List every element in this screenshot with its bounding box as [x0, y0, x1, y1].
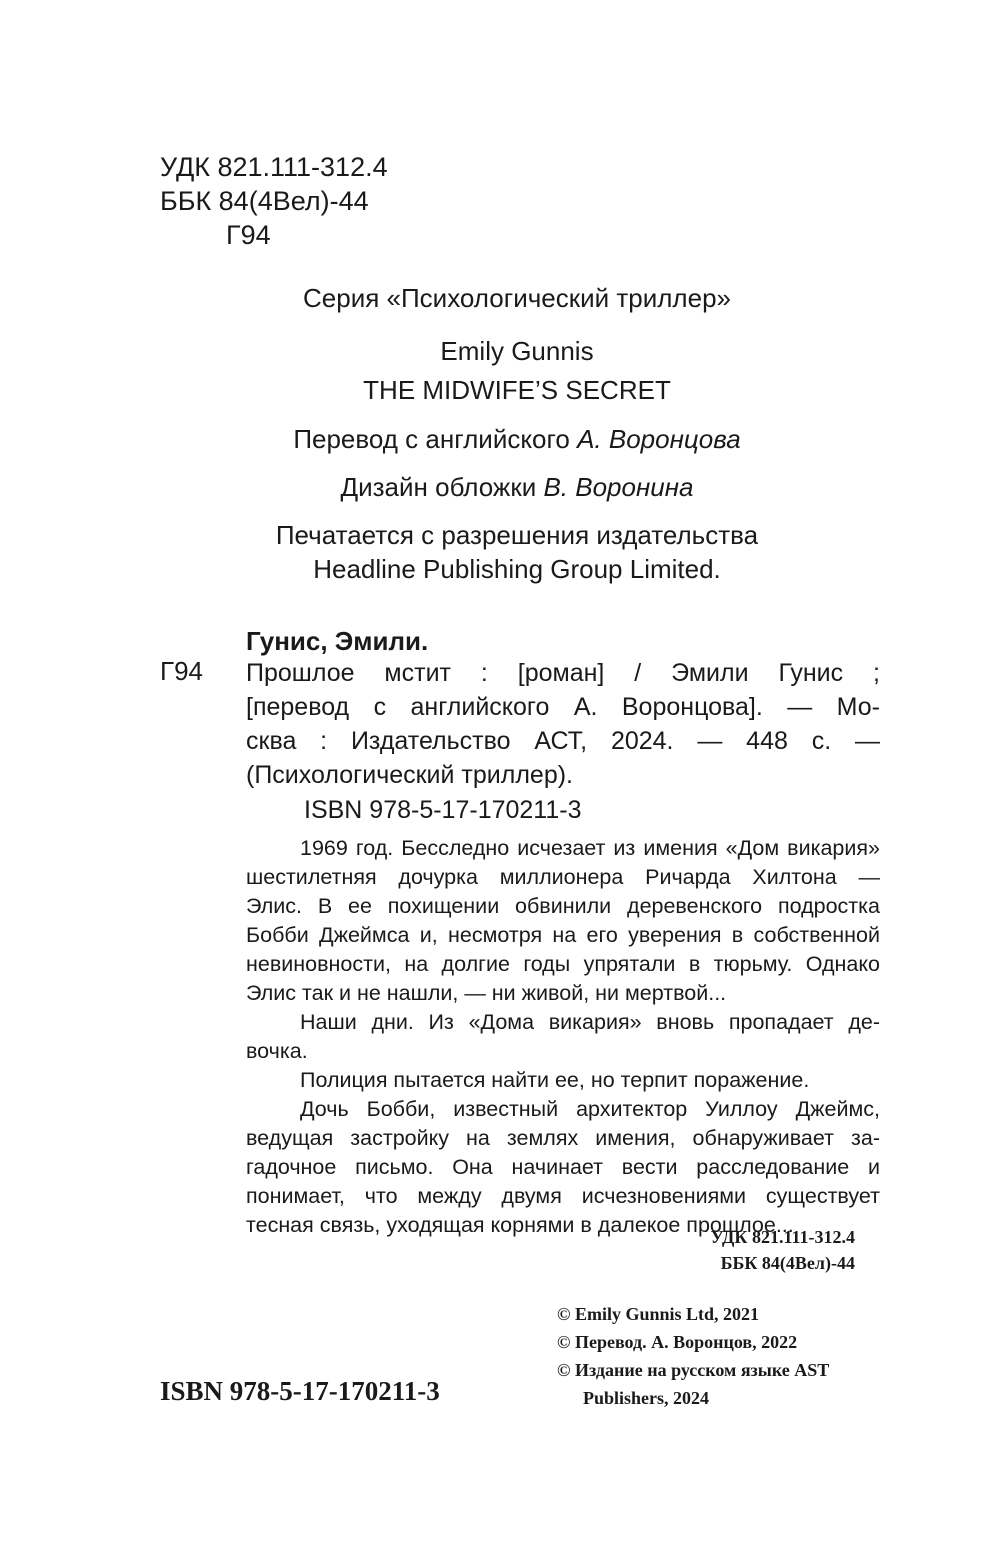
isbn-footer: ISBN 978-5-17-170211-3: [160, 1376, 440, 1406]
copyright-line: © Emily Gunnis Ltd, 2021: [557, 1304, 759, 1324]
bbk-code: ББК 84(4Вел)-44: [160, 186, 369, 216]
annotation-line: невиновности, на долгие годы упрятали в тюрьму. Однако: [246, 952, 880, 976]
cover-design-credit: [237, 472, 797, 503]
description-line: Прошлое мстит : [роман] / Эмили Гунис ;: [246, 659, 880, 687]
bottom-bbk: ББК 84(4Вел)-44: [720, 1253, 855, 1273]
annotation-line: вочка.: [246, 1039, 308, 1063]
description-line: сква : Издательство АСТ, 2024. — 448 с. —: [246, 727, 880, 755]
permission-note: [237, 518, 797, 586]
annotation-line: шестилетняя дочурка миллионера Ричарда Хилтона —: [246, 865, 880, 889]
catalog-description: [246, 656, 880, 792]
copyright-line: © Издание на русском языке AST: [557, 1360, 830, 1380]
annotation-line: Полиция пытается найти ее, но терпит поражение.: [300, 1068, 810, 1092]
cover-designer-name: В. Воронина: [543, 472, 694, 502]
description-line: (Психологический триллер).: [246, 761, 574, 789]
bottom-udk: УДК 821.111-312.4: [710, 1227, 855, 1247]
annotation-line: 1969 год. Бесследно исчезает из имения «Дом викария»: [300, 836, 880, 860]
description-line: [перевод с английского А. Воронцова]. — Мо-: [246, 693, 880, 721]
translation-prefix: Перевод с английского: [293, 424, 578, 454]
annotation-line: Бобби Джеймса и, несмотря на его уверения в собственной: [246, 923, 880, 947]
cover-design-prefix: Дизайн обложки: [340, 472, 544, 502]
original-title: THE MIDWIFE’S SECRET: [363, 375, 671, 405]
translation-credit: [237, 424, 797, 455]
annotation-line: понимает, что между двумя исчезновениями существует: [246, 1184, 880, 1208]
udk-code: УДК 821.111-312.4: [160, 152, 388, 182]
bottom-classification: [711, 1224, 855, 1276]
catalog-author: Гунис, Эмили.: [246, 626, 429, 656]
series-line: Серия «Психологический триллер»: [303, 283, 731, 313]
copyright-line: Publishers, 2024: [583, 1388, 710, 1408]
permission-line: Headline Publishing Group Limited.: [313, 554, 721, 584]
classification-block: [160, 150, 388, 252]
annotation-line: Наши дни. Из «Дома викария» вновь пропадает де-: [300, 1010, 880, 1034]
annotation-line: гадочное письмо. Она начинает вести расследование и: [246, 1155, 880, 1179]
permission-line: Печатается с разрешения издательства: [275, 520, 759, 550]
copyright-line: © Перевод. А. Воронцов, 2022: [557, 1332, 798, 1352]
catalog-isbn: ISBN 978-5-17-170211-3: [304, 796, 582, 824]
translator-name: А. Воронцова: [577, 424, 741, 454]
annotation-line: Элис так и не нашли, — ни живой, ни мертвой...: [246, 981, 727, 1005]
annotation-line: Элис. В ее похищении обвинили деревенского подростка: [246, 894, 880, 918]
catalog-mark: Г94: [160, 656, 203, 686]
annotation-line: тесная связь, уходящая корнями в далекое прошлое...: [246, 1213, 794, 1237]
annotation: [246, 834, 880, 1240]
original-author: Emily Gunnis: [440, 336, 594, 366]
annotation-line: ведущая застройку на землях имения, обнаруживает за-: [246, 1126, 880, 1150]
author-mark: Г94: [226, 220, 271, 250]
annotation-line: Дочь Бобби, известный архитектор Уиллоу Джеймс,: [300, 1097, 880, 1121]
copyright-block: [557, 1300, 829, 1412]
